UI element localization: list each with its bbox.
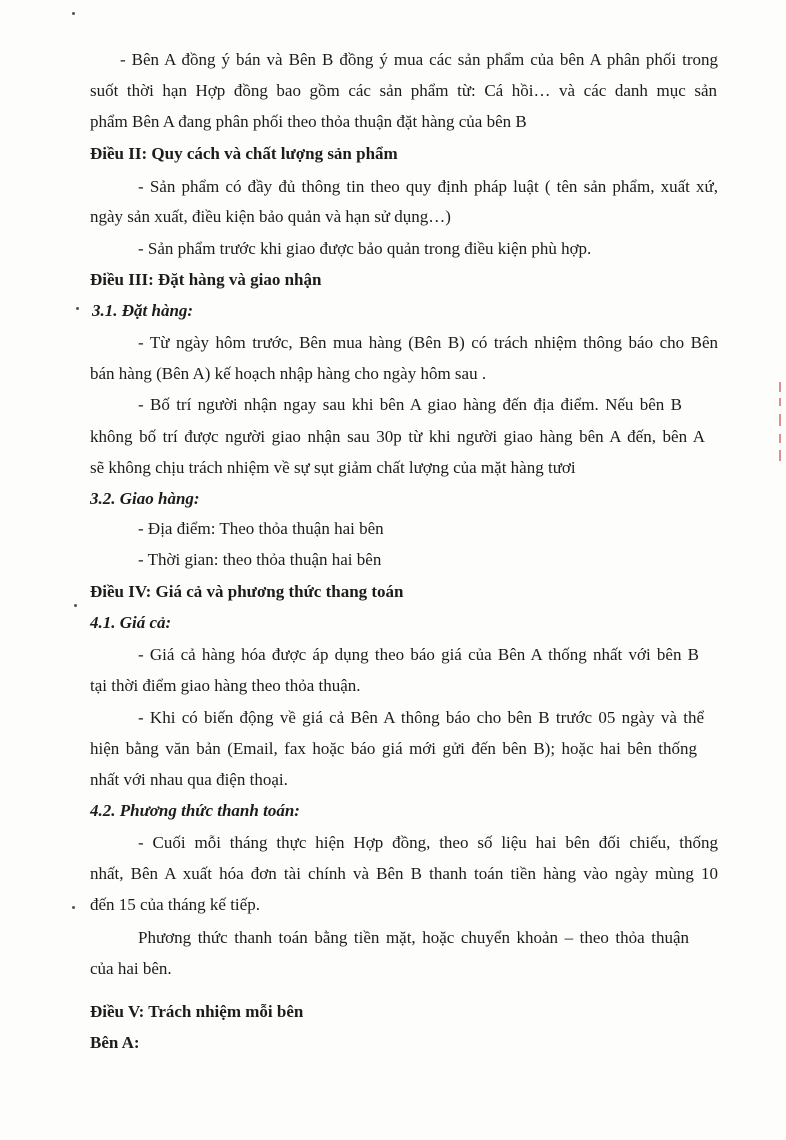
body-line: suốt thời hạn Hợp đồng bao gồm các sản phẩm từ: Cá hồi… và các danh mục sản: [90, 81, 717, 100]
body-line: hiện bằng văn bản (Email, fax hoặc báo giá mới gửi đến bên B); hoặc hai bên thống: [90, 739, 697, 758]
margin-stamp-mark: [779, 382, 781, 392]
body-line: - Địa điểm: Theo thỏa thuận hai bên: [138, 519, 384, 538]
scan-dot: [76, 307, 79, 310]
body-line: - Bố trí người nhận ngay sau khi bên A giao hàng đến địa điểm. Nếu bên B: [138, 395, 682, 414]
body-line: - Khi có biến động về giá cả Bên A thông báo cho bên B trước 05 ngày và thể: [138, 708, 704, 727]
body-line: của hai bên.: [90, 959, 172, 978]
body-line: - Sản phẩm có đầy đủ thông tin theo quy định pháp luật ( tên sản phẩm, xuất xứ,: [138, 177, 718, 196]
body-line: - Bên A đồng ý bán và Bên B đồng ý mua các sản phẩm của bên A phân phối trong: [120, 50, 718, 69]
body-line: phẩm Bên A đang phân phối theo thỏa thuận đặt hàng của bên B: [90, 112, 527, 131]
body-line: đến 15 của tháng kế tiếp.: [90, 895, 260, 914]
margin-stamp-mark: [779, 398, 781, 406]
margin-stamp-mark: [779, 450, 781, 461]
section-heading: Điều II: Quy cách và chất lượng sản phẩm: [90, 144, 398, 163]
scan-dot: [72, 906, 75, 909]
subsection-heading: 4.2. Phương thức thanh toán:: [90, 801, 300, 820]
margin-stamp-mark: [779, 414, 781, 426]
body-line: Phương thức thanh toán bằng tiền mặt, hoặc chuyển khoản – theo thỏa thuận: [138, 928, 689, 947]
section-heading: Điều V: Trách nhiệm mỗi bên: [90, 1002, 304, 1021]
body-line: - Từ ngày hôm trước, Bên mua hàng (Bên B) có trách nhiệm thông báo cho Bên: [138, 333, 718, 352]
body-line: nhất với nhau qua điện thoại.: [90, 770, 288, 789]
party-heading: Bên A:: [90, 1033, 140, 1052]
subsection-heading: 3.2. Giao hàng:: [90, 489, 200, 508]
body-line: - Giá cả hàng hóa được áp dụng theo báo giá của Bên A thống nhất với bên B: [138, 645, 699, 664]
section-heading: Điều III: Đặt hàng và giao nhận: [90, 270, 322, 289]
body-line: - Cuối mỗi tháng thực hiện Hợp đồng, theo số liệu hai bên đối chiếu, thống: [138, 833, 718, 852]
margin-stamp-mark: [779, 434, 781, 443]
scan-dot: [72, 12, 75, 15]
section-heading: Điều IV: Giá cả và phương thức thang toán: [90, 582, 404, 601]
subsection-heading: 4.1. Giá cả:: [90, 613, 172, 632]
body-line: - Thời gian: theo thỏa thuận hai bên: [138, 550, 382, 569]
body-line: không bố trí được người giao nhận sau 30p từ khi người giao hàng bên A đến, bên A: [90, 427, 705, 446]
body-line: - Sản phẩm trước khi giao được bảo quản trong điều kiện phù hợp.: [138, 239, 592, 258]
body-line: tại thời điểm giao hàng theo thỏa thuận.: [90, 676, 361, 695]
body-line: ngày sản xuất, điều kiện bảo quản và hạn sử dụng…): [90, 207, 451, 226]
body-line: nhất, Bên A xuất hóa đơn tài chính và Bên B thanh toán tiền hàng vào ngày mùng 10: [90, 864, 718, 883]
subsection-heading: 3.1. Đặt hàng:: [92, 301, 194, 320]
scan-dot: [74, 604, 77, 607]
body-line: bán hàng (Bên A) kế hoạch nhập hàng cho ngày hôm sau .: [90, 364, 487, 383]
body-line: sẽ không chịu trách nhiệm về sự sụt giảm chất lượng của mặt hàng tươi: [90, 458, 576, 477]
